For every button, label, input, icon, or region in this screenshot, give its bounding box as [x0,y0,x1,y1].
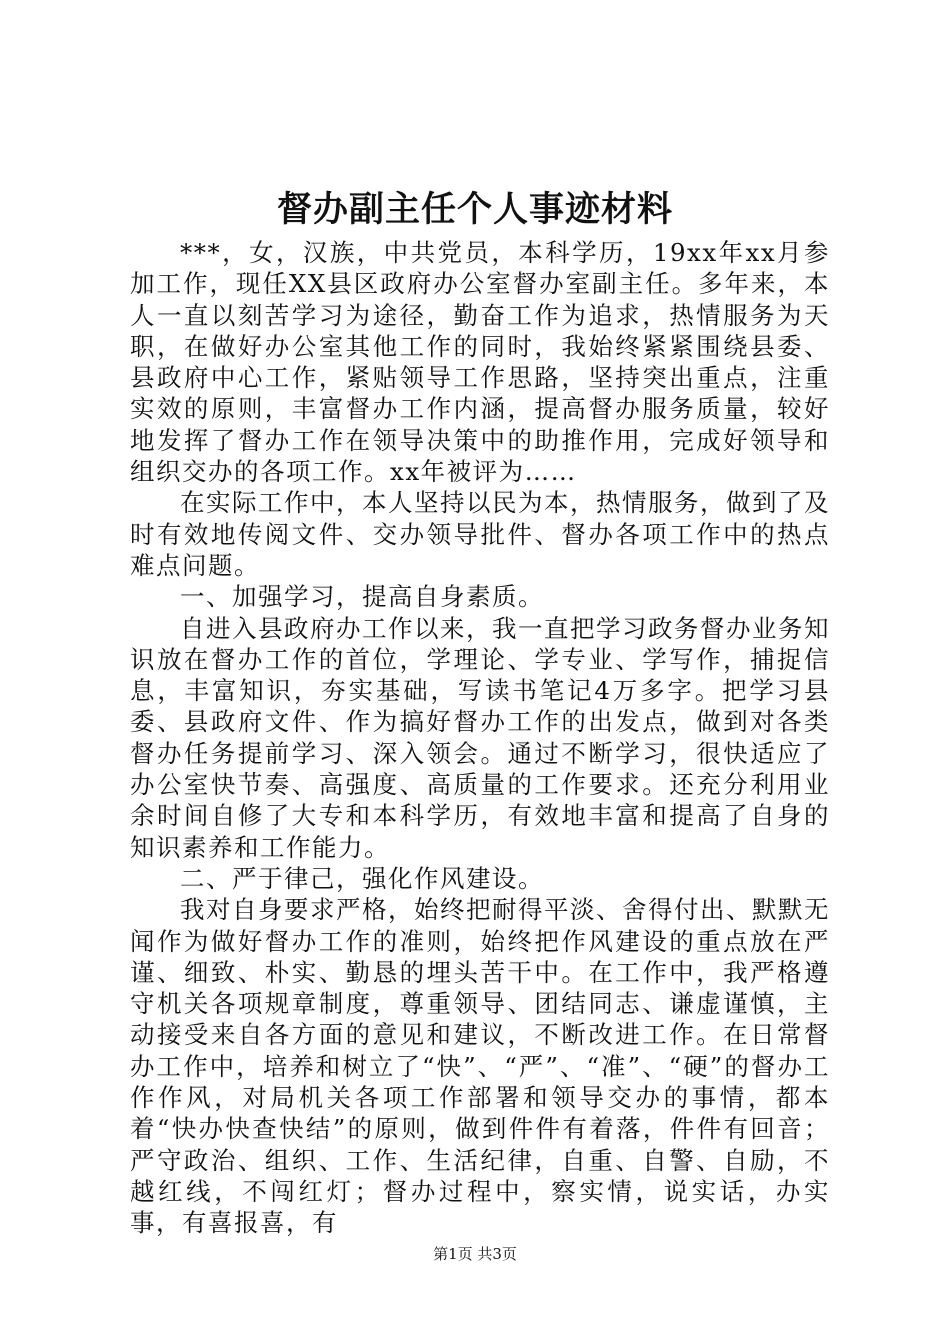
section-heading-study: 一、加强学习，提高自身素质。 [180,582,544,612]
paragraph-study: 自进入县政府办工作以来，我一直把学习政务督办业务知识放在督办工作的首位，学理论、学专业、学写作，捕捉信息，丰富知识，夯实基础，写读书笔记4万多字。把学习县委、县政府文件、作为搞好督办工作的出发点，做到对各类督办任务提前学习、深入领会。通过不断学习，很快适应了办公室快节奏、高强度、高质量的工作要求。还充分利用业余时间自修了大专和本科学历，有效地丰富和提高了自身的知识素养和工作能力。 [130,613,830,862]
page-number-footer: 第1页 共3页 [433,1245,517,1263]
document-title: 督办副主任个人事迹材料 [276,189,673,230]
paragraph-discipline: 我对自身要求严格，始终把耐得平淡、舍得付出、默默无闻作为做好督办工作的准则，始终把作风建设的重点放在严谨、细致、朴实、勤恳的埋头苦干中。在工作中，我严格遵守机关各项规章制度，尊重领导、团结同志、谦虚谨慎，主动接受来自各方面的意见和建议，不断改进工作。在日常督办工作中，培养和树立了“快”、“严”、“准”、“硬”的督办工作作风，对局机关各项工作部署和领导交办的事情，都本着“快办快查快结”的原则，做到件件有着落，件件有回音；严守政治、组织、工作、生活纪律，自重、自警、自励，不越红线，不闯红灯；督办过程中，察实情，说实话，办实事，有喜报喜，有 [130,895,830,1238]
document-body [130,237,830,1239]
paragraph-intro: ***，女，汉族，中共党员，本科学历，19xx年xx月参加工作，现任XX县区政府办公室督办室副主任。多年来，本人一直以刻苦学习为途径，勤奋工作为追求，热情服务为天职，在做好办公室其他工作的同时，我始终紧紧围绕县委、县政府中心工作，紧贴领导工作思路，坚持突出重点，注重实效的原则，丰富督办工作内涵，提高督办服务质量，较好地发挥了督办工作在领导决策中的助推作用，完成好领导和组织交办的各项工作。xx年被评为…… [130,238,830,487]
section-heading-discipline: 二、严于律己，强化作风建设。 [180,863,544,893]
paragraph-practice: 在实际工作中，本人坚持以民为本，热情服务，做到了及时有效地传阅文件、交办领导批件、督办各项工作中的热点难点问题。 [130,488,830,580]
